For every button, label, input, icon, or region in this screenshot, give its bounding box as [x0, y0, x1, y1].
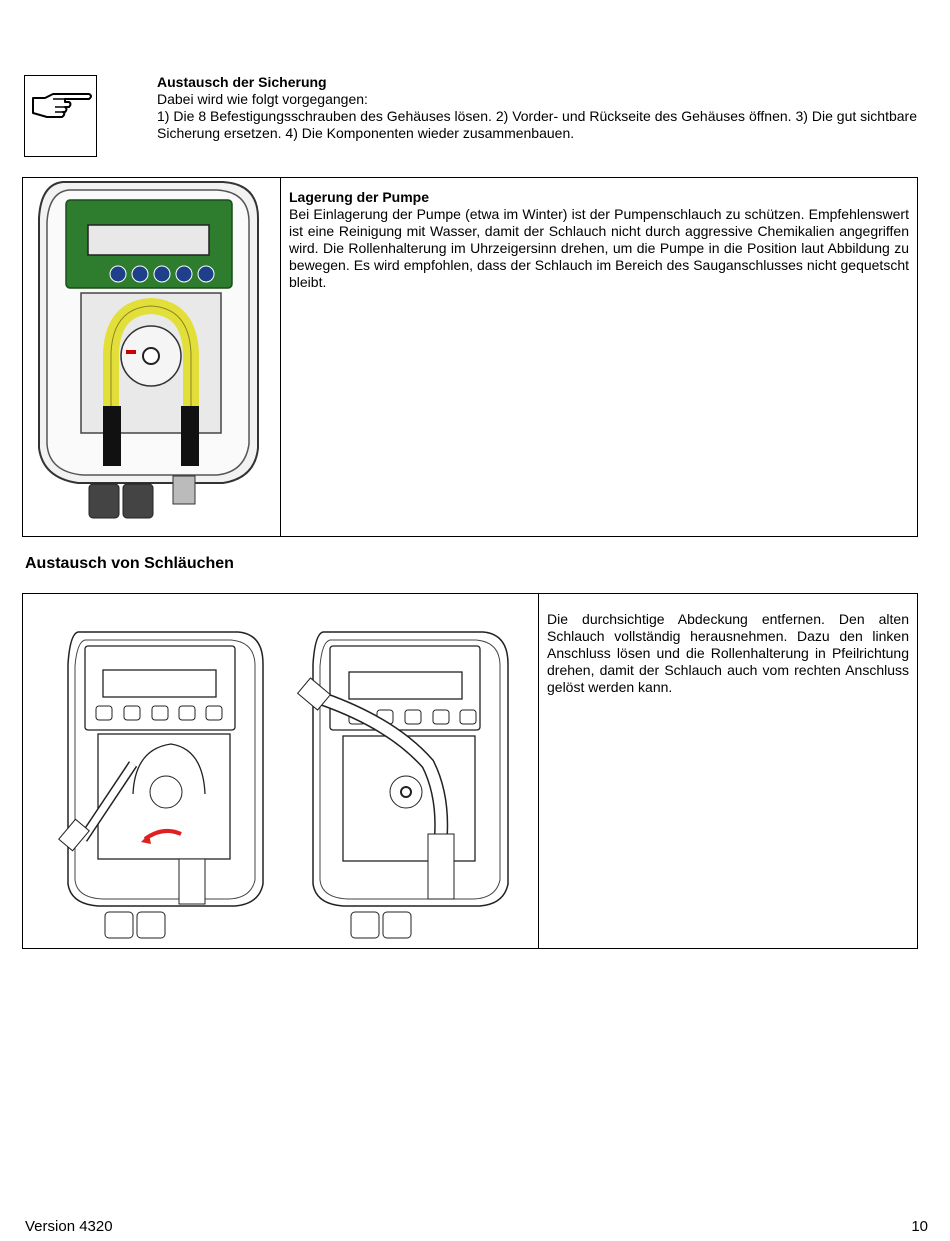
- hose-illustrations: [23, 594, 537, 948]
- pump-illustration-color: [23, 178, 279, 536]
- hose-section-title: Austausch von Schläuchen: [25, 555, 234, 572]
- storage-body: Bei Einlagerung der Pumpe (etwa im Winter) ist der Pumpenschlauch zu schützen. Empfehlenswert ist eine Reinigung mit Wasser, damit der Schlauch nicht durch aggressive Chemikalien angegriffen wird. Die Rollenhalterung im Uhrzeigersinn drehen, um die Pumpe in die Position laut Abbildung zu bewegen. Es wird empfohlen, dass der Schlauch im Bereich des Sauganschlusses nicht gequetscht bleibt.: [289, 206, 909, 290]
- hose-table: [22, 593, 918, 949]
- fuse-steps: 1) Die 8 Befestigungsschrauben des Gehäuses lösen. 2) Vorder- und Rückseite des Gehäuses öffnen. 3) Die gut sichtbare Sicherung ersetzen. 4) Die Komponenten wieder zusammenbauen.: [157, 108, 917, 141]
- storage-table: [22, 177, 918, 537]
- pointing-hand-icon: [25, 76, 96, 156]
- storage-text: [289, 189, 909, 291]
- hose-images-cell: [23, 594, 539, 948]
- hose-text: Die durchsichtige Abdeckung entfernen. Den alten Schlauch vollständig herausnehmen. Dazu den linken Anschluss lösen und die Rollenhalterung in Pfeilrichtung drehen, damit der Schlauch auch vom rechten Anschluss gelöst werden kann.: [547, 611, 909, 695]
- fuse-note: [157, 74, 917, 142]
- storage-title: Lagerung der Pumpe: [289, 189, 430, 205]
- pump-drawing-right: [298, 632, 508, 938]
- pump-image-cell: [23, 178, 281, 536]
- pump-drawing-left: [59, 632, 263, 938]
- footer-page-number: 10: [911, 1218, 928, 1235]
- fuse-title: Austausch der Sicherung: [157, 74, 327, 90]
- note-icon-box: [24, 75, 97, 157]
- fuse-intro: Dabei wird wie folgt vorgegangen:: [157, 91, 368, 107]
- footer-version: Version 4320: [25, 1218, 113, 1235]
